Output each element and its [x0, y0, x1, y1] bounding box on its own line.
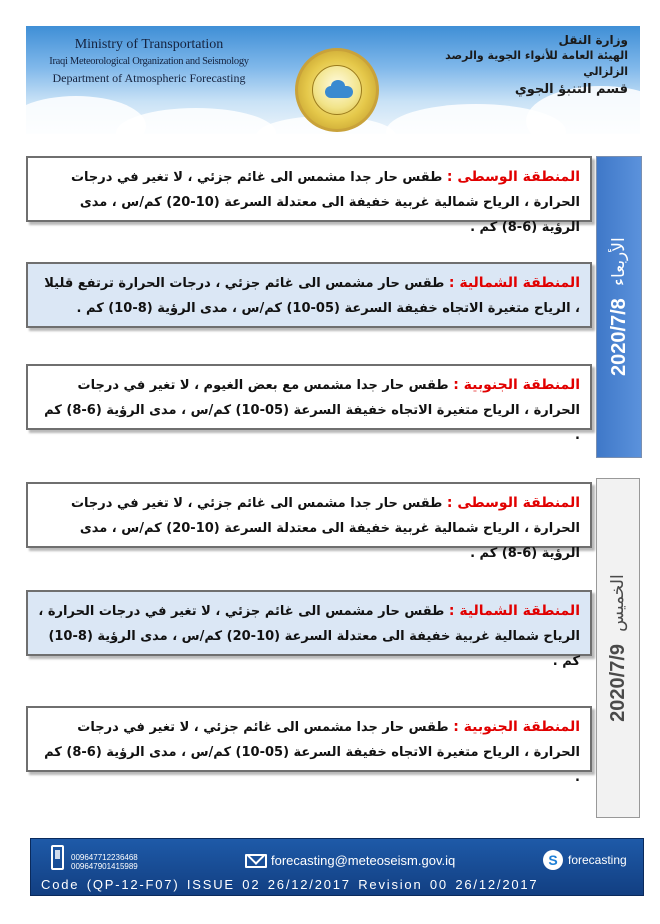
region-label: المنطقة الجنوبية :	[453, 377, 580, 393]
date-value: 2020/7/8	[607, 298, 630, 377]
department-name-ar: قسم التنبؤ الجوي	[514, 82, 628, 97]
phone-number: 009647712236468	[71, 853, 138, 862]
forecast-text: طقس حار جدا مشمس الى غائم جزئي ، لا تغير في درجات الحرارة ، الرياح شمالية غربية خفيفة الى معتدلة السرعة (10-20) كم/س ، مدى الرؤية (6-8) كم .	[70, 170, 580, 235]
document-code-line: Code (QP-12-F07) ISSUE 02 26/12/2017 Revision 00 26/12/2017	[41, 877, 539, 892]
header-english-titles	[34, 36, 264, 87]
phone-numbers	[71, 853, 138, 871]
ministry-name-ar: وزارة النقل	[558, 33, 628, 47]
organization-name-ar: الهيئة العامة للأنواء الجوية والرصد الزلزالي	[445, 49, 628, 78]
department-name-en: Department of Atmospheric Forecasting	[52, 71, 246, 85]
organization-name-en: Iraqi Meteorological Organization and Seismology	[49, 56, 249, 67]
region-label: المنطقة الشمالية :	[448, 275, 580, 291]
phone-number: 009647901415989	[71, 862, 138, 871]
region-label: المنطقة الوسطى :	[446, 169, 580, 185]
forecast-text: طقس حار جدا مشمس الى غائم جزئي ، لا تغير في درجات الحرارة ، الرياح متغيرة الاتجاه خفيفة السرعة (05-10) كم/س ، مدى الرؤية (6-8) كم .	[44, 720, 580, 785]
forecast-box-day2-north	[26, 590, 592, 669]
skype-handle[interactable]: forecasting	[568, 853, 627, 867]
footer-bar	[30, 838, 644, 896]
forecast-box-day1-south	[26, 364, 592, 443]
date-label	[608, 237, 631, 376]
header-banner	[26, 26, 640, 134]
region-label: المنطقة الشمالية :	[448, 603, 580, 619]
date-bar-day-2	[596, 478, 640, 818]
forecast-text: طقس حار جدا مشمس الى غائم جزئي ، لا تغير في درجات الحرارة ، الرياح شمالية غربية خفيفة الى معتدلة السرعة (10-20) كم/س ، مدى الرؤية (6-8) كم .	[70, 496, 580, 561]
forecast-text: طقس حار جدا مشمس مع بعض الغيوم ، لا تغير في درجات الحرارة ، الرياح متغيرة الاتجاه خفيفة السرعة (05-10) كم/س ، مدى الرؤية (6-8) كم .	[44, 378, 580, 443]
header-arabic-titles	[408, 32, 628, 100]
forecast-text: طقس حار مشمس الى غائم جزئي ، لا تغير في درجات الحرارة ، الرياح شمالية غربية خفيفة الى معتدلة السرعة (10-20) كم/س ، مدى الرؤية (8-10) كم .	[38, 604, 580, 669]
forecast-box-day1-north	[26, 262, 592, 328]
phone-icon	[51, 845, 64, 870]
email-link[interactable]: forecasting@meteoseism.gov.iq	[271, 853, 456, 868]
weekday-label: الخميس	[607, 574, 627, 632]
ministry-name-en: Ministry of Transportation	[74, 37, 224, 52]
weekday-label: الأربعاء	[608, 237, 628, 287]
forecast-text: طقس حار مشمس الى غائم جزئي ، درجات الحرارة ترتفع قليلا ، الرياح متغيرة الاتجاه خفيفة السرعة (05-10) كم/س ، مدى الرؤية (8-10) كم .	[44, 276, 580, 316]
cloud-shape	[116, 108, 276, 134]
logo-emblem	[312, 65, 362, 115]
forecast-box-day1-central	[26, 156, 592, 235]
forecast-box-day2-south	[26, 706, 592, 785]
forecast-box-day2-central	[26, 482, 592, 561]
logo-cloud-icon	[325, 86, 353, 98]
mail-icon	[245, 854, 267, 868]
region-label: المنطقة الوسطى :	[446, 495, 580, 511]
date-value: 2020/7/9	[606, 644, 629, 722]
organization-logo	[295, 48, 379, 132]
skype-icon: S	[543, 850, 563, 870]
region-label: المنطقة الجنوبية :	[453, 719, 580, 735]
date-bar-day-1	[596, 156, 642, 458]
date-label	[607, 574, 630, 722]
